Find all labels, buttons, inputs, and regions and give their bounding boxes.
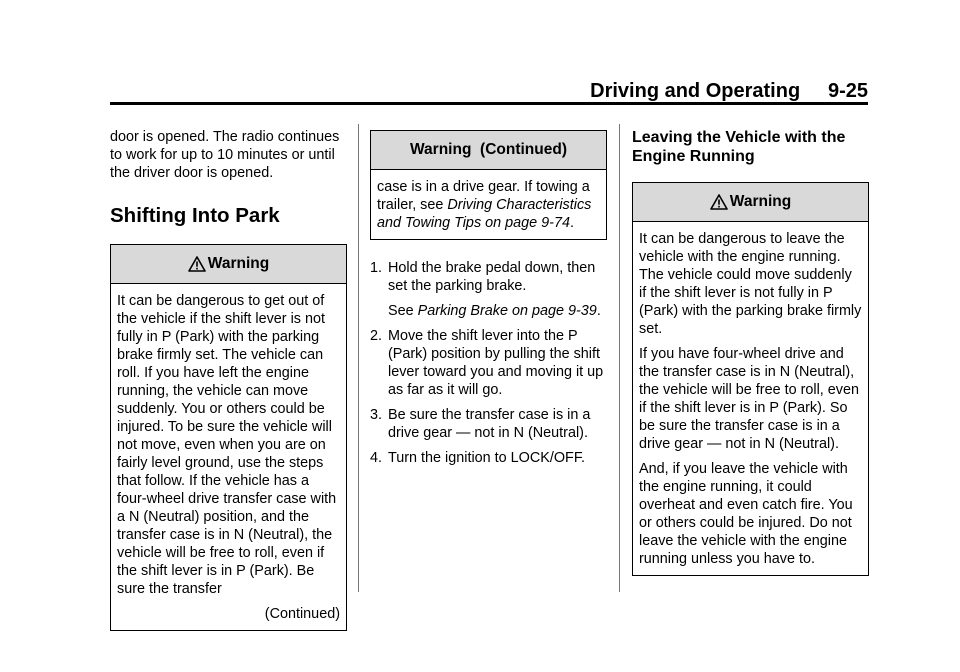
step-text: Move the shift lever into the P (Park) position by pulling the shift lever toward you and moving it up as far as it will go. [388,328,604,398]
see-suffix: . [596,303,601,319]
warning-title: Warning [207,255,270,272]
warning-paragraph: It can be dangerous to leave the vehicle with the engine running. The vehicle could move suddenly if the shift lever is not fully in P (Park) with the parking brake firmly set. [639,231,862,337]
warning-icon [710,194,728,210]
list-item [370,406,607,442]
warning-title: Warning [729,193,792,210]
step-text: Be sure the transfer case is in a drive gear — not in N (Neutral). [388,407,591,441]
step-number: 1. [370,260,383,276]
warning-box [632,182,869,576]
page-number: 9-25 [827,80,868,102]
step-number: 4. [370,450,383,466]
column-3 [632,128,869,576]
warning-continued-body [371,170,606,239]
cross-reference-link[interactable]: Parking Brake on page 9-39 [417,303,597,319]
step-number: 2. [370,328,383,344]
see-prefix: See [388,303,418,319]
steps-list [370,259,607,467]
column-1 [110,128,347,631]
see-reference [388,302,607,320]
warning-body [633,222,868,575]
intro-paragraph: door is opened. The radio continues to work for up to 10 minutes or until the driver door is opened. [110,129,340,181]
warning-continued-box [370,130,607,240]
column-2 [370,130,607,474]
column-divider [358,124,359,592]
list-item [370,449,607,467]
cross-reference-link[interactable]: Driving Characteristics and Towing Tips on page 9-74 [377,197,592,231]
step-text: Hold the brake pedal down, then set the parking brake. [388,260,596,294]
text-suffix: . [569,215,574,231]
column-divider [619,124,620,592]
step-text: Turn the ignition to LOCK/OFF. [388,450,586,466]
list-item [370,259,607,320]
warning-box [110,244,347,631]
warning-icon [188,256,206,272]
warning-continued-header: Warning (Continued) [371,131,606,170]
warning-body [111,284,346,630]
list-item [370,327,607,399]
header-title [590,80,868,103]
header-rule [110,102,868,105]
warning-header [633,183,868,222]
warning-paragraph: And, if you leave the vehicle with the engine running, it could overheat and even catch fire. You or others could be injured. Do not leave the vehicle with the engine running unless you have to. [639,461,853,567]
warning-paragraph: If you have four-wheel drive and the transfer case is in N (Neutral), the vehicle will be free to roll, even if the shift lever is in P (Park). So be sure the transfer case is in a drive gear — not in N (Neutral). [639,346,859,452]
text-prefix: case is in a drive gear. If towing a trailer, see [377,179,590,213]
section-heading: Shifting Into Park [110,204,280,227]
continued-label: (Continued) [264,606,340,622]
section-title: Driving and Operating [590,80,801,102]
warning-text: It can be dangerous to get out of the vehicle if the shift lever is not fully in P (Park) with the parking brake firmly set. The vehicle can roll. If you have left the engine running, the vehicle can move suddenly. You or others could be injured. To be sure the vehicle will not move, even when you are on fairly level ground, use the steps that follow. If the vehicle has a four-wheel drive transfer case with a N (Neutral) position, and the transfer case is in N (Neutral), the vehicle will be free to roll, even if the shift lever is in P (Park). Be sure the transfer [117,293,337,597]
step-number: 3. [370,407,383,423]
warning-continued-text [377,178,600,232]
warning-header [111,245,346,284]
section-heading: Leaving the Vehicle with the Engine Running [632,129,846,165]
